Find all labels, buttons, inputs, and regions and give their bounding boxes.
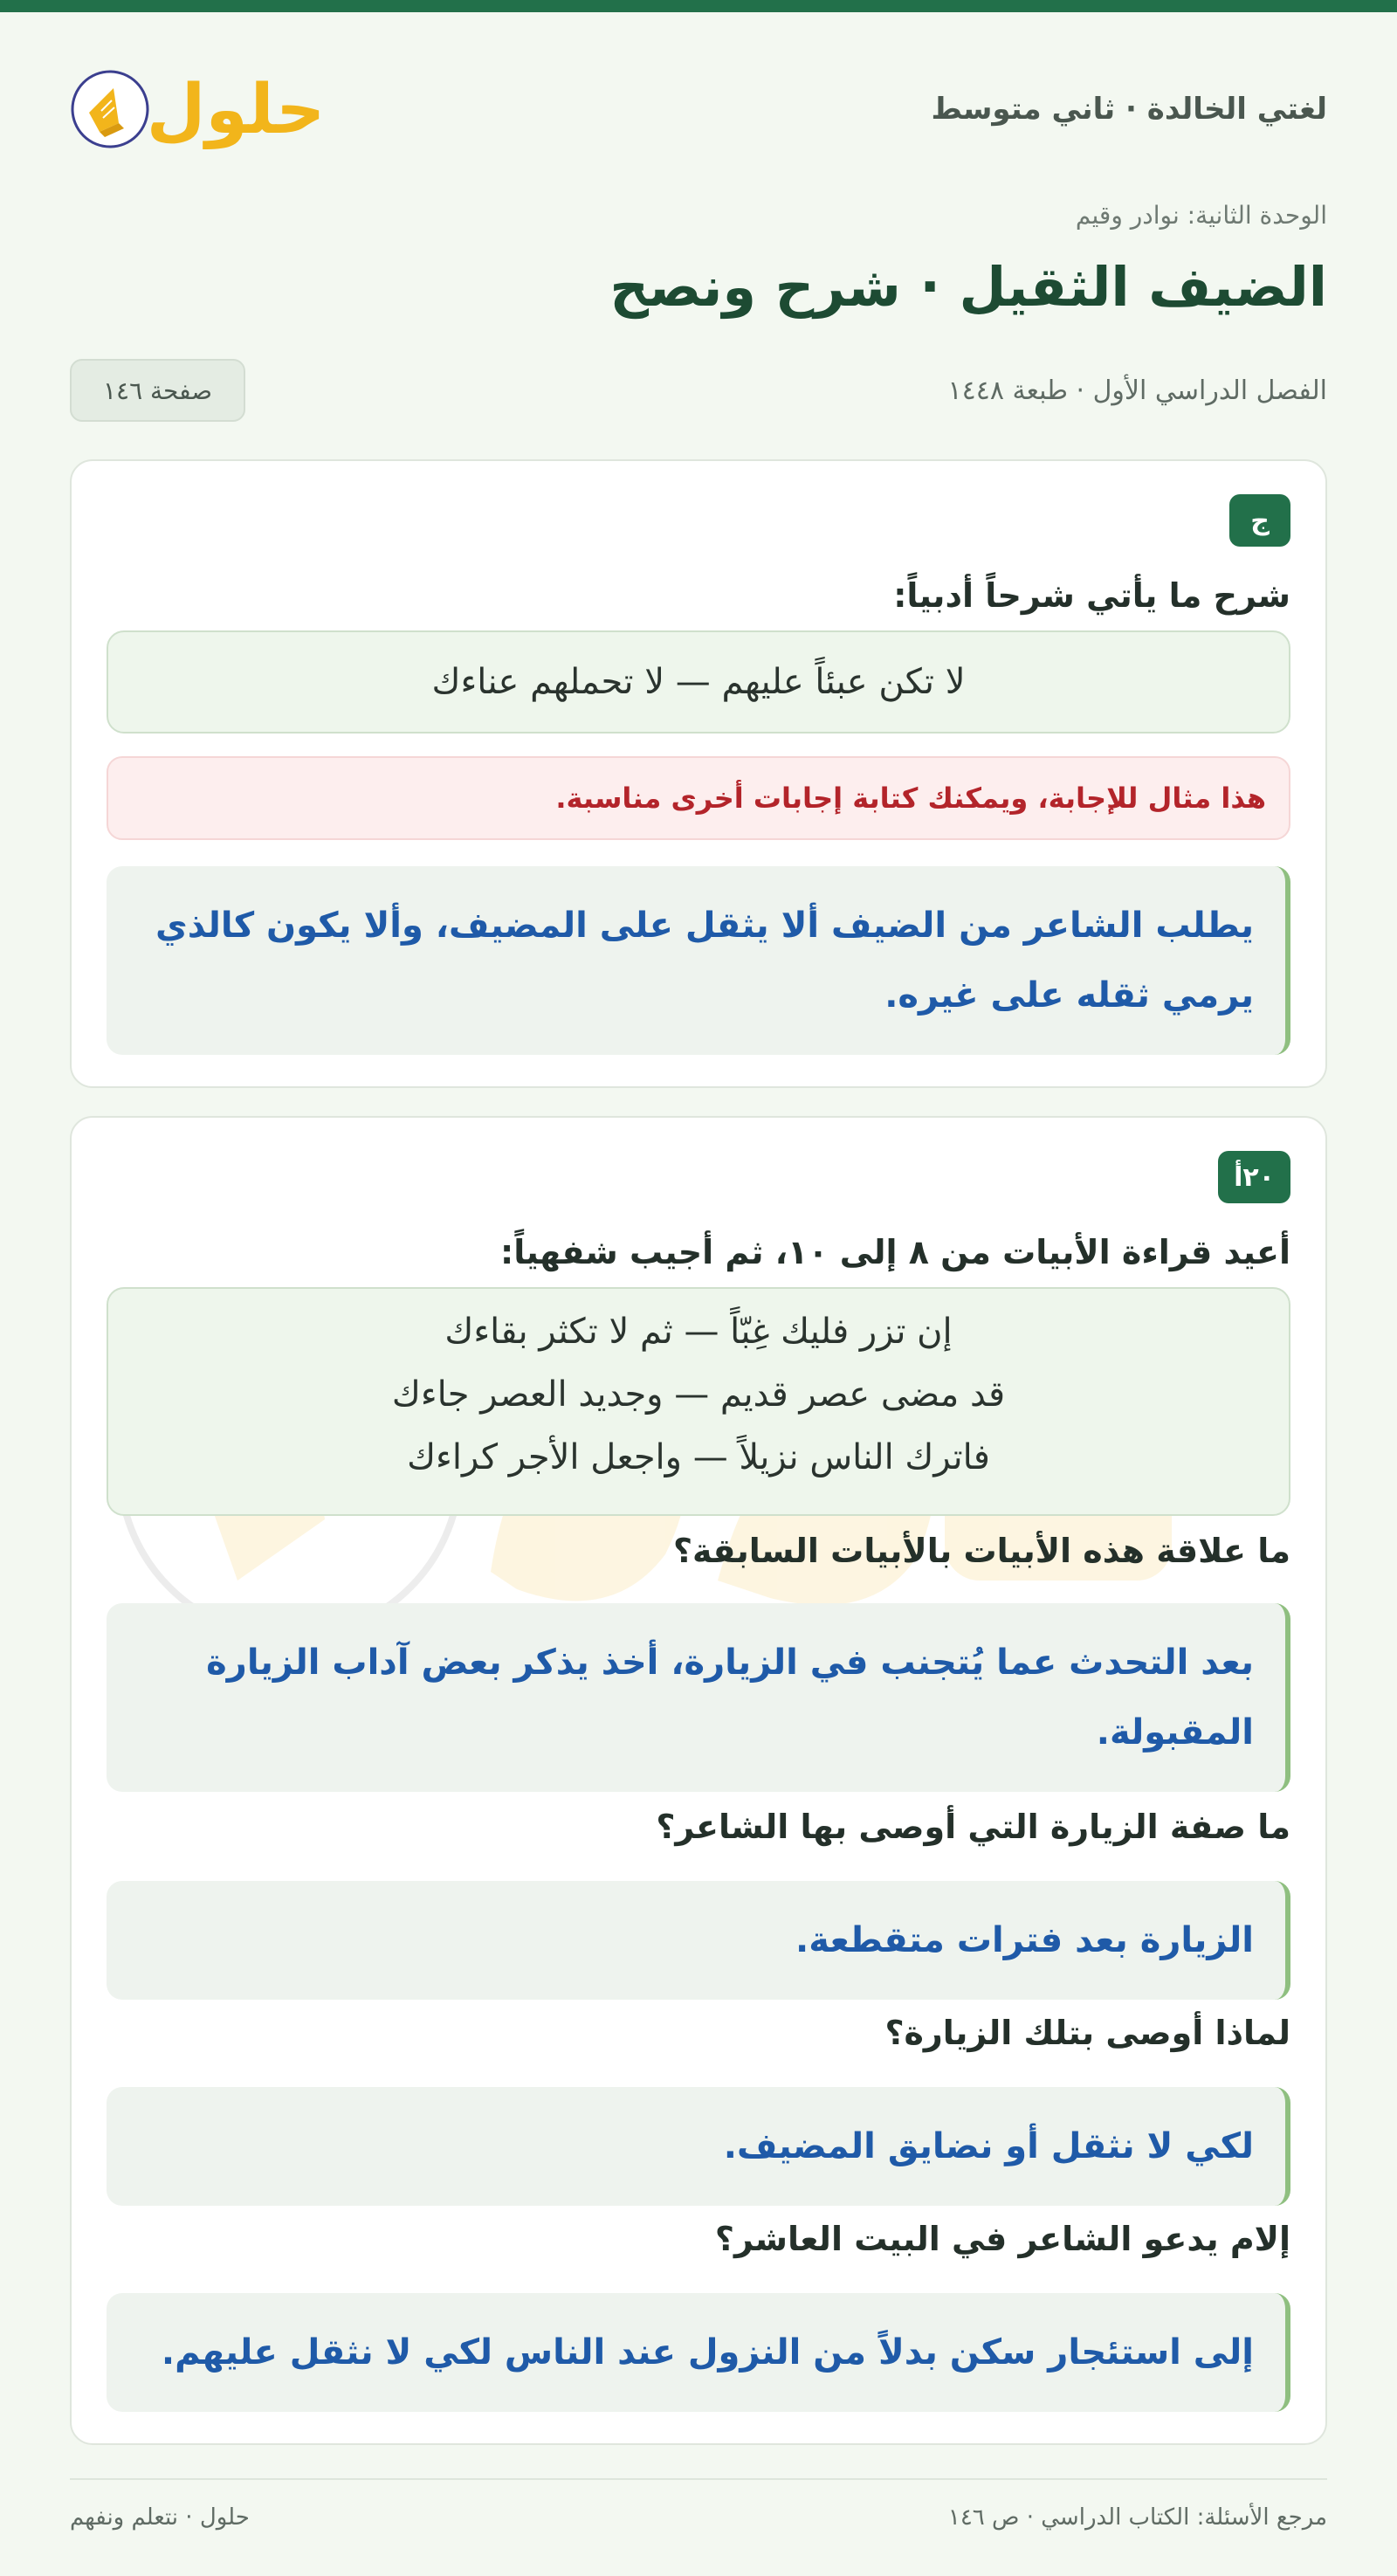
question-number-badge: ج <box>1229 494 1290 547</box>
top-accent-bar <box>0 0 1397 12</box>
question-text: شرح ما يأتي شرحاً أدبياً: <box>893 576 1290 615</box>
header <box>70 52 1327 166</box>
verse-box <box>107 630 1290 734</box>
unit-label: الوحدة الثانية: نوادر وقيم <box>1075 201 1327 230</box>
logo-text: حلول <box>146 71 326 149</box>
sub-question-1: ما علاقة هذه الأبيات بالأبيات السابقة؟ <box>673 1532 1290 1570</box>
verse-line: لا تكن عبئاً عليهم — لا تحملهم عناءك <box>431 662 966 702</box>
book-title: لغتي الخالدة · ثاني متوسط <box>931 92 1327 127</box>
sub-question-4: إلام يدعو الشاعر في البيت العاشر؟ <box>714 2220 1290 2258</box>
example-note: هذا مثال للإجابة، ويمكنك كتابة إجابات أخرى مناسبة. <box>107 756 1290 840</box>
answer-box-2: الزيارة بعد فترات متقطعة. <box>107 1881 1290 2000</box>
answer-box-3: لكي لا نثقل أو نضايق المضيف. <box>107 2087 1290 2206</box>
answer-box-4: إلى استئجار سكن بدلاً من النزول عند الناس لكي لا نثقل عليهم. <box>107 2293 1290 2412</box>
verse-box <box>107 1287 1290 1516</box>
answer-box: يطلب الشاعر من الضيف ألا يثقل على المضيف، وألا يكون كالذي يرمي ثقله على غيره. <box>107 866 1290 1055</box>
page-title: الضيف الثقيل · شرح ونصح <box>609 255 1327 319</box>
logo[interactable] <box>70 61 326 157</box>
sub-question-2: ما صفة الزيارة التي أوصى بها الشاعر؟ <box>656 1808 1290 1846</box>
semester-label: الفصل الدراسي الأول · طبعة ١٤٤٨ <box>947 375 1327 406</box>
answer-box-1: بعد التحدث عما يُتجنب في الزيارة، أخذ يذكر بعض آداب الزيارة المقبولة. <box>107 1603 1290 1792</box>
book-emblem-icon <box>70 69 150 149</box>
footer-brand: حلول · نتعلم ونفهم <box>70 2504 250 2531</box>
question-text: أعيد قراءة الأبيات من ٨ إلى ١٠، ثم أجيب شفهياً: <box>500 1233 1290 1271</box>
verse-line: فاترك الناس نزيلاً — واجعل الأجر كراءك <box>407 1437 990 1477</box>
footer-reference: مرجع الأسئلة: الكتاب الدراسي · ص ١٤٦ <box>947 2504 1327 2531</box>
logo-wordmark <box>146 61 326 157</box>
verse-line: قد مضى عصر قديم — وجديد العصر جاءك <box>391 1374 1006 1415</box>
page-number-badge: صفحة ١٤٦ <box>70 359 245 422</box>
question-number-badge: ٢٠أ <box>1218 1151 1290 1203</box>
question-card-2 <box>70 1116 1327 2445</box>
sub-question-3: لماذا أوصى بتلك الزيارة؟ <box>884 2014 1290 2052</box>
footer-divider <box>70 2478 1327 2480</box>
meta-row <box>70 358 1327 423</box>
question-card-1 <box>70 459 1327 1088</box>
verse-line: إن تزر فليك غِبّاً — ثم لا تكثر بقاءك <box>444 1312 953 1352</box>
